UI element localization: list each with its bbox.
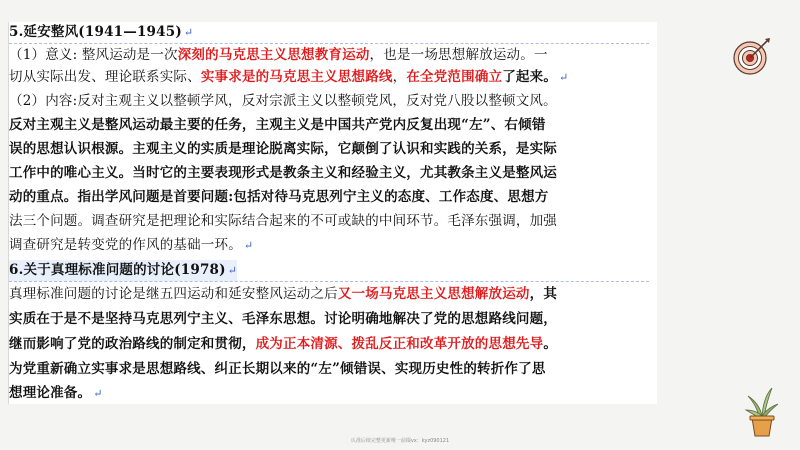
target-arrow-icon	[732, 36, 772, 76]
section-6-line-2: 实质在于是不是坚持马克思列宁主义、毛泽东思想。讨论明确地解决了党的思想路线问题，	[9, 311, 557, 327]
section-6-line-5: 想理论准备。 ↵	[9, 385, 103, 401]
section-5-p2-line-6: 法三个问题。调查研究是把理论和实际结合起来的不可或缺的中间环节。毛泽东强调，加强	[9, 213, 557, 229]
return-mark-icon: ↵	[243, 239, 254, 252]
section-5-p2-line-2: 反对主观主义是整风运动最主要的任务，主观主义是中国共产党内反复出现“左”、右倾错	[9, 117, 546, 133]
section-5-p1-line-2: 切从实际出发、理论联系实际、实事求是的马克思主义思想路线，在全党范围确立了起来。 ↵	[9, 69, 569, 85]
section-5-p2-line-1: （2）内容:反对主观主义以整顿学风，反对宗派主义以整顿党风，反对党八股以整顿文风。	[9, 93, 557, 109]
divider	[9, 43, 649, 44]
section-5-p2-line-3: 误的思想认识根源。主观主义的实质是理论脱离实际，它颠倒了认识和实践的关系，是实际	[9, 141, 557, 157]
section-5-heading: 5.延安整风(1941—1945) ↵	[9, 24, 194, 40]
section-5-p2-line-4: 工作中的唯心主义。当时它的主要表现形式是教条主义和经验主义，尤其教条主义是整风运	[9, 165, 557, 181]
return-mark-icon: ↵	[93, 387, 103, 400]
section-5-p2-line-5: 动的重点。指出学风问题是首要问题:包括对待马克思列宁主义的态度、工作态度、思想方	[9, 189, 549, 205]
section-6-line-4: 为党重新确立实事求是思想路线、纠正长期以来的“左”倾错误、实现历史性的转折作了思	[9, 361, 546, 377]
section-6-heading: 6.关于真理标准问题的讨论(1978) ↵	[9, 260, 237, 281]
section-6-line-1: 真理标准问题的讨论是继五四运动和延安整风运动之后又一场马克思主义思想解放运动，其	[9, 286, 558, 302]
section-6-line-3: 继而影响了党的政治路线的制定和贯彻，成为正本清源、拨乱反正和改革开放的思想先导。	[9, 336, 558, 352]
return-mark-icon: ↵	[183, 26, 194, 39]
section-5-p1-line-1: （1）意义: 整风运动是一次深刻的马克思主义思想教育运动，也是一场思想解放运动。一	[9, 47, 548, 63]
return-mark-icon: ↵	[227, 264, 238, 277]
footer-watermark: 认准后续完整更新唯一前缀vx：kyz090121	[350, 438, 450, 444]
section-5-p2-line-7: 调查研究是转变党的作风的基础一环。 ↵	[9, 237, 254, 253]
divider	[9, 281, 649, 282]
document-page	[8, 22, 657, 404]
potted-plant-icon	[740, 382, 784, 438]
return-mark-icon: ↵	[559, 71, 569, 84]
